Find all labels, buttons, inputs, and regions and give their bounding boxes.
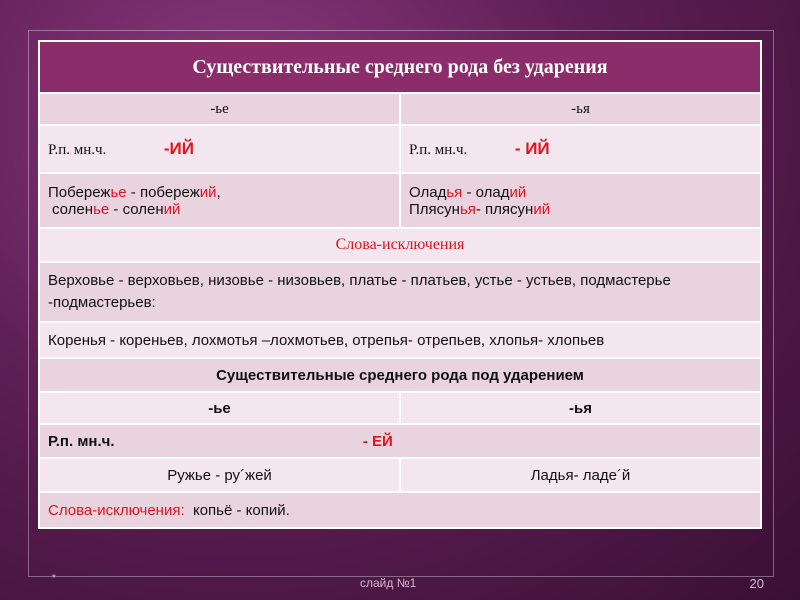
exceptions-text: копьё - копий. <box>184 501 290 519</box>
case-label: Р.п. мн.ч. <box>48 142 107 158</box>
table-title: Существительные среднего рода без ударения <box>39 41 761 93</box>
examples-cell-left <box>39 173 400 228</box>
footer-marker: * <box>52 573 56 584</box>
ending-unstressed-ya: -ья <box>400 93 761 125</box>
grammar-table <box>38 40 762 529</box>
example-line: соленье - солений <box>52 200 181 218</box>
case-cell-right <box>400 125 761 173</box>
ending-label: -ИЙ <box>163 139 194 158</box>
stressed-title: Существительные среднего рода под ударением <box>39 358 761 392</box>
stressed-example-left: Ружье - ру´жей <box>39 458 400 492</box>
example-line: Побережье - побережий, <box>48 183 221 201</box>
ending-label: - ИЙ <box>514 139 550 158</box>
case-label: Р.п. мн.ч. <box>48 432 115 450</box>
ending-stressed-ye: -ье <box>39 392 400 424</box>
exceptions-list-1: Верховье - верховьев, низовье - низовьев, платье - платьев, устье - устьев, подмастерье -подмастерьев: <box>39 262 761 322</box>
example-line: Оладья - оладий <box>409 183 527 201</box>
footer-slide-label: слайд №1 <box>360 576 417 590</box>
ending-label: - ЕЙ <box>362 432 393 450</box>
exceptions-header: Слова-исключения <box>39 228 761 262</box>
ending-unstressed-ye: -ье <box>39 93 400 125</box>
case-cell-left <box>39 125 400 173</box>
example-line: Плясунья- плясуний <box>409 200 551 218</box>
footer-page-number: 20 <box>749 576 764 591</box>
stressed-case-row <box>39 424 761 458</box>
ending-stressed-ya: -ья <box>400 392 761 424</box>
exceptions-label: Слова-исключения: <box>48 501 185 519</box>
case-label: Р.п. мн.ч. <box>409 142 468 158</box>
exceptions-list-2: Коренья - кореньев, лохмотья –лохмотьев, отрепья- отрепьев, хлопья- хлопьев <box>39 322 761 358</box>
final-exceptions-row <box>39 492 761 528</box>
stressed-example-right: Ладья- ладе´й <box>400 458 761 492</box>
examples-cell-right <box>400 173 761 228</box>
